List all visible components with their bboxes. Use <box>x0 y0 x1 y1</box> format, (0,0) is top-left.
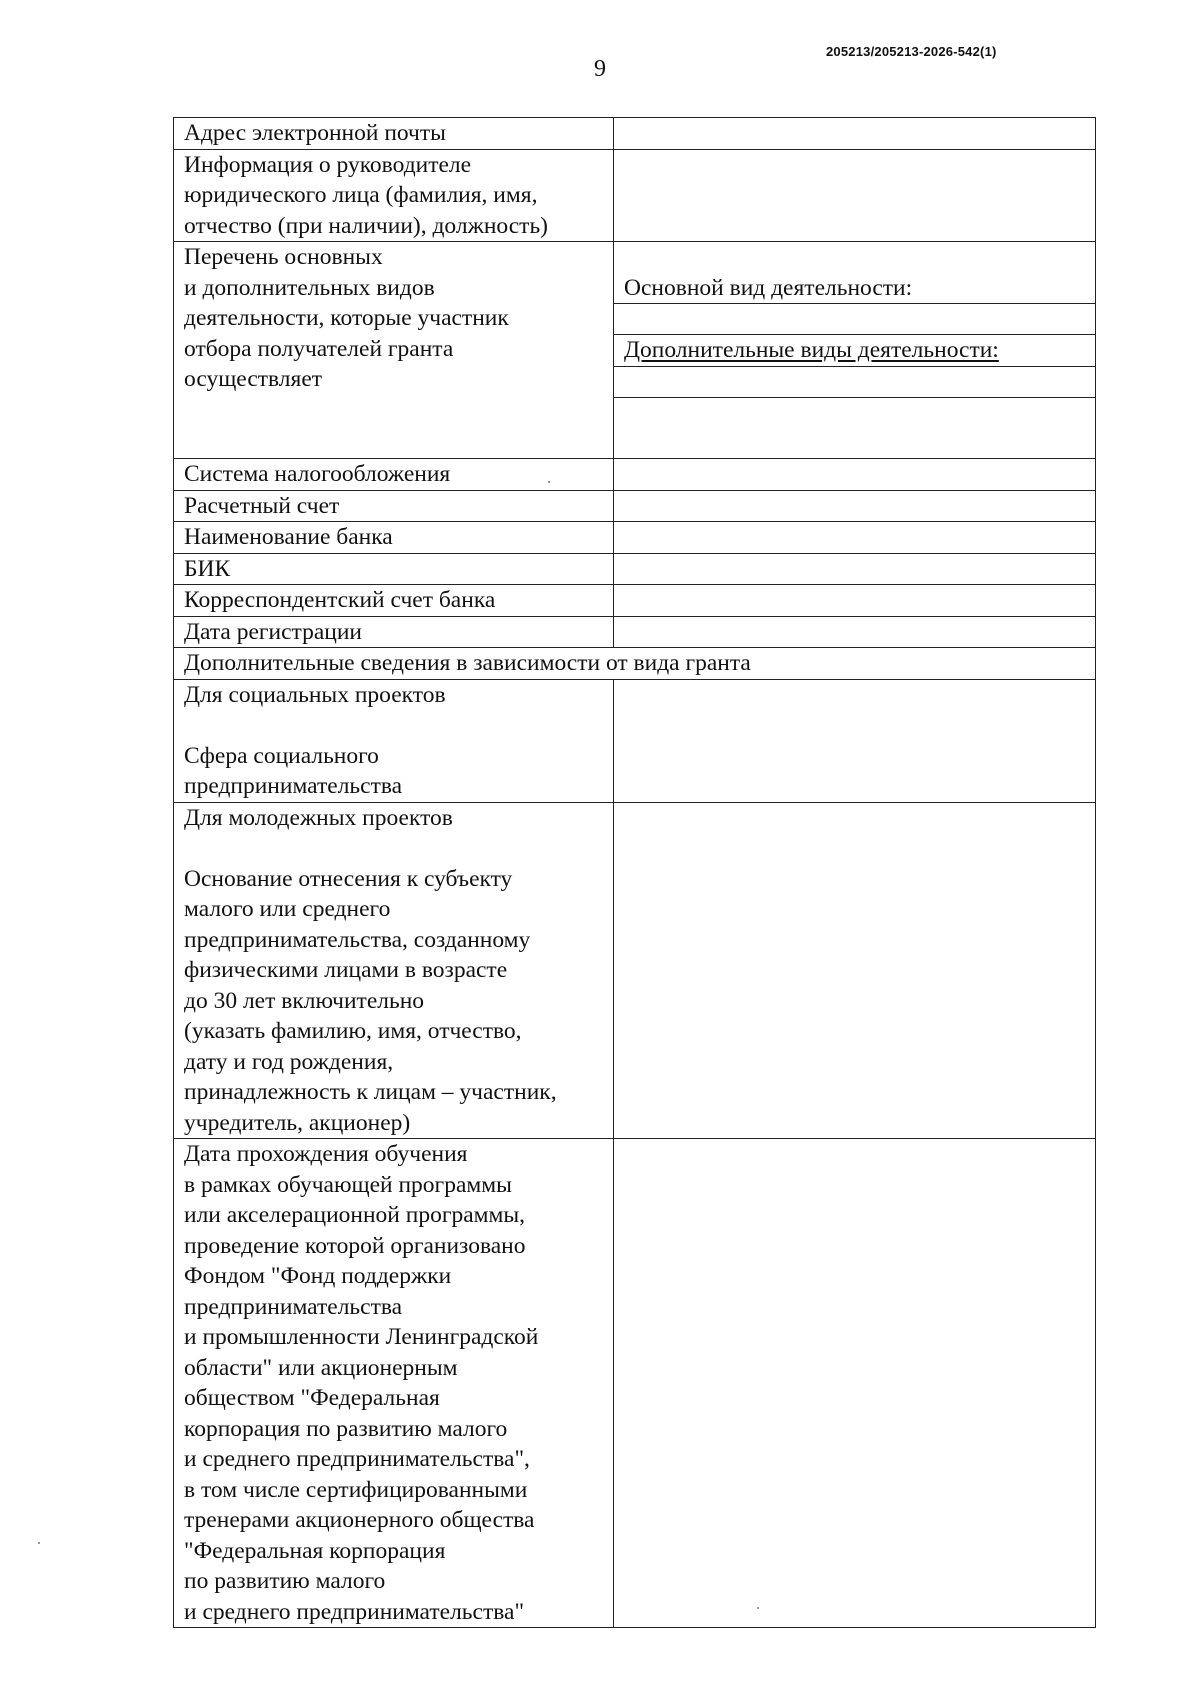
activities-cell <box>614 242 1096 459</box>
row-label-activities: Перечень основных и дополнительных видов деятельности, которые участник отбора получателей гранта осуществляет <box>174 242 614 459</box>
row-value-youth-projects[interactable] <box>614 802 1096 1139</box>
additional-activity-field-1[interactable] <box>614 366 1095 397</box>
table-row <box>174 679 1096 802</box>
row-value-email[interactable] <box>614 118 1096 150</box>
table-row <box>174 648 1096 680</box>
scan-speck <box>548 481 550 483</box>
row-label-account: Расчетный счет <box>174 490 614 522</box>
row-label-bank-name: Наименование банка <box>174 522 614 554</box>
row-value-training-date[interactable] <box>614 1139 1096 1628</box>
row-label-email: Адрес электронной почты <box>174 118 614 150</box>
row-label-bik: БИК <box>174 553 614 585</box>
additional-activity-field-2[interactable] <box>614 397 1095 428</box>
table-row <box>174 553 1096 585</box>
table-row <box>174 149 1096 242</box>
row-label-registration-date: Дата регистрации <box>174 616 614 648</box>
row-label-tax-system: Система налогообложения <box>174 459 614 491</box>
row-label-social-projects: Для социальных проектов Сфера социального предпринимательства <box>174 679 614 802</box>
row-label-training-date: Дата прохождения обучения в рамках обучающей программы или акселерационной программы, проведение которой организовано Фондом "Фонд поддержки предпринимательства и промышленности Ленинградской области" или акционерным обществом "Федеральная корпорация по развитию малого и среднего предпринимательства", в том числе сертифицированными тренерами акционерного общества "Федеральная корпорация по развитию малого и среднего предпринимательства" <box>174 1139 614 1628</box>
scan-speck <box>757 1607 759 1609</box>
row-value-account[interactable] <box>614 490 1096 522</box>
scan-speck <box>38 1542 40 1544</box>
table-row <box>174 585 1096 617</box>
row-value-registration-date[interactable] <box>614 616 1096 648</box>
table-row <box>174 242 1096 459</box>
row-value-director[interactable] <box>614 149 1096 242</box>
table-row <box>174 459 1096 491</box>
main-activity-label: Основной вид деятельности: <box>624 274 913 301</box>
table-row <box>174 522 1096 554</box>
main-activity-field[interactable] <box>614 304 1095 335</box>
table-row <box>174 616 1096 648</box>
section-header: Дополнительные сведения в зависимости от вида гранта <box>174 648 1096 680</box>
additional-activities-label: Дополнительные виды деятельности: <box>614 335 1095 367</box>
application-form-table <box>173 117 1096 1628</box>
activities-subtable <box>614 273 1095 428</box>
page-number: 9 <box>594 56 606 82</box>
row-label-director: Информация о руководителе юридического лица (фамилия, имя, отчество (при наличии), должность) <box>174 149 614 242</box>
table-row <box>174 802 1096 1139</box>
row-value-bank-name[interactable] <box>614 522 1096 554</box>
document-id: 205213/205213-2026-542(1) <box>826 44 997 59</box>
table-row <box>174 1139 1096 1628</box>
row-label-youth-projects: Для молодежных проектов Основание отнесения к субъекту малого или среднего предпринимательства, созданному физическими лицами в возрасте до 30 лет включительно (указать фамилию, имя, отчество, дату и год рождения, принадлежность к лицам – участник, учредитель, акционер) <box>174 802 614 1139</box>
row-value-social-projects[interactable] <box>614 679 1096 802</box>
row-value-bik[interactable] <box>614 553 1096 585</box>
row-value-corr-account[interactable] <box>614 585 1096 617</box>
table-row <box>174 118 1096 150</box>
row-label-corr-account: Корреспондентский счет банка <box>174 585 614 617</box>
row-value-tax-system[interactable] <box>614 459 1096 491</box>
table-row <box>174 490 1096 522</box>
